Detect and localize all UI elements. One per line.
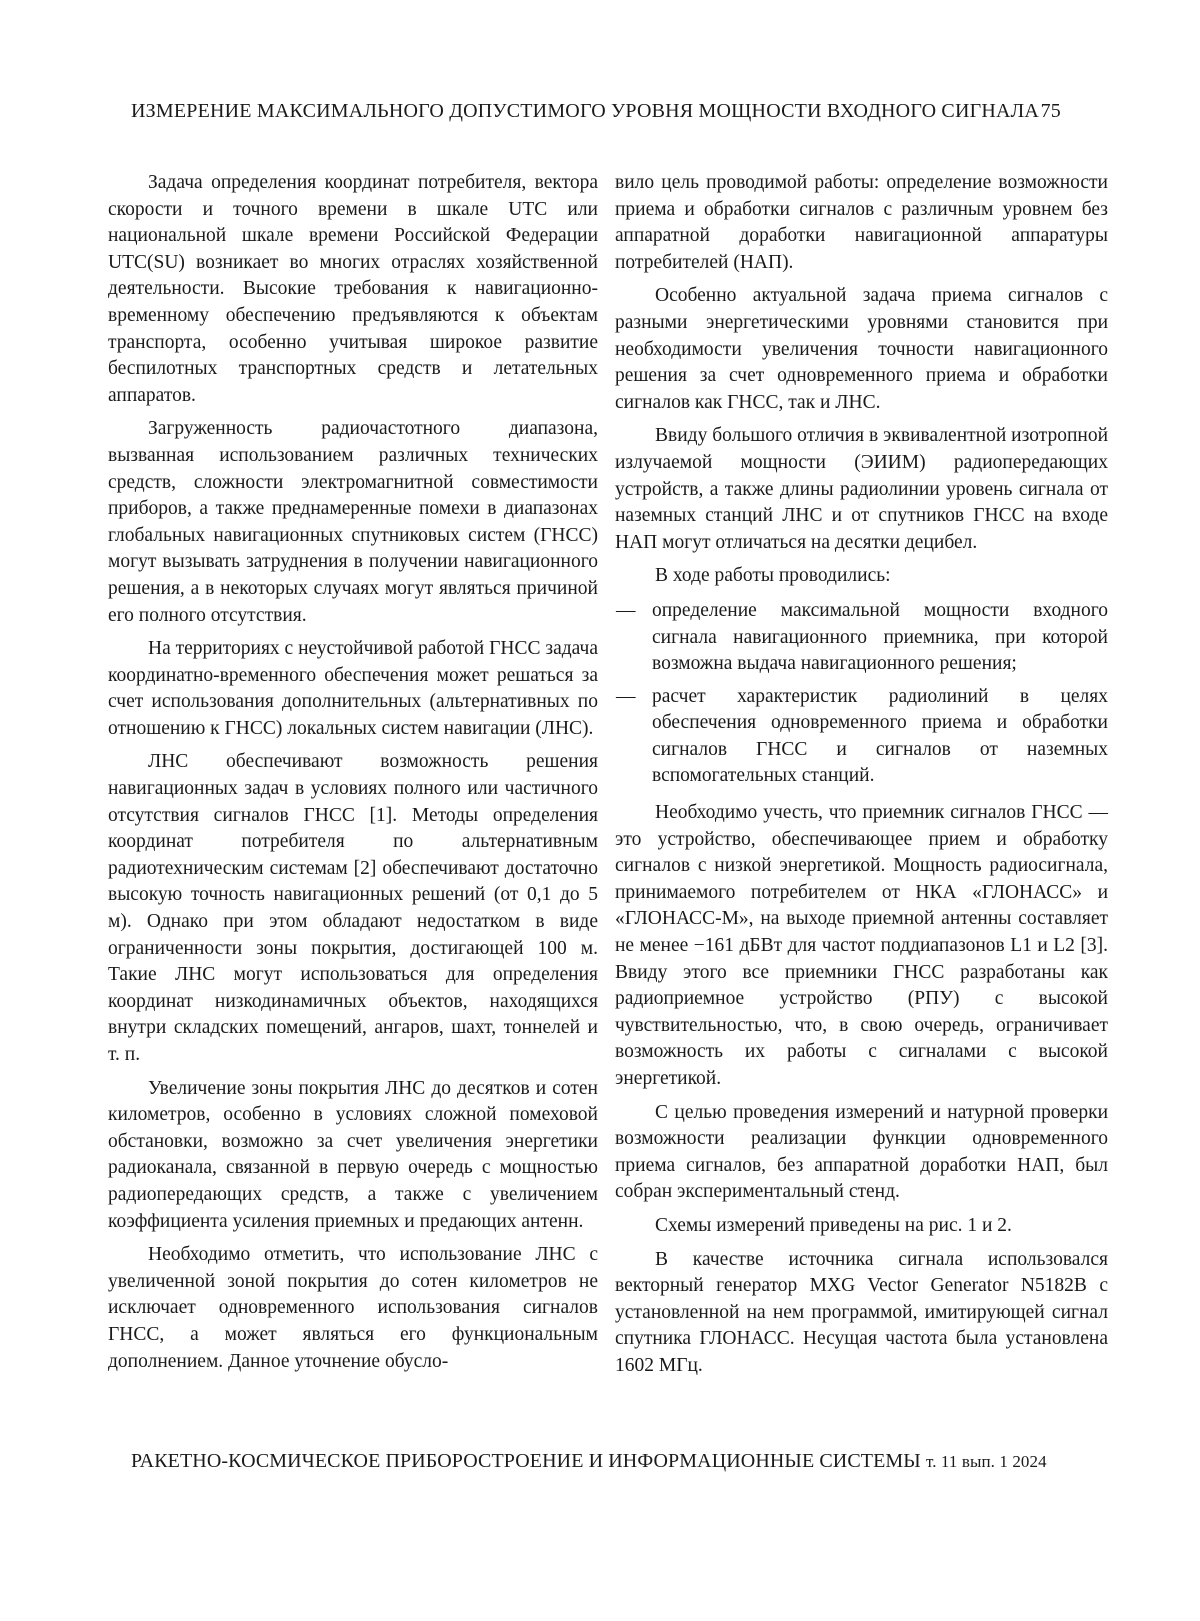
paragraph: Ввиду большого отличия в эквивалентной изотропной излучаемой мощности (ЭИИМ) радиопередающих устройств, а также длины радиолинии уровень сигнала от наземных станций ЛНС и от спутников ГНСС на входе НАП могут отличаться на десятки децибел. xyxy=(615,425,1108,553)
paragraph: Схемы измерений приведены на рис. 1 и 2. xyxy=(655,1214,1012,1236)
right-column xyxy=(615,170,1108,1387)
paragraph: Необходимо учесть, что приемник сигналов ГНСС — это устройство, обеспечивающее прием и обработку сигналов с низкой энергетикой. Мощность радиосигнала, принимаемого потребителем от НКА «ГЛОНАСС» и «ГЛОНАСС-М», на выходе приемной антенны составляет не менее −161 дБВт для частот поддиапазонов L1 и L2 [3]. Ввиду этого все приемники ГНСС разработаны как радиоприемное устройство (РПУ) с высокой чувствительностью, что, в свою очередь, ограничивает возможность их работы с сигналами с высокой энергетикой. xyxy=(615,802,1108,1089)
paragraph: Особенно актуальной задача приема сигналов с разными энергетическими уровнями становится при необходимости увеличения точности навигационного решения за счет одновременного приема и обработки сигналов как ГНСС, так и ЛНС. xyxy=(615,285,1108,413)
paragraph: Загруженность радиочастотного диапазона, вызванная использованием различных технических средств, сложности электромагнитной совместимости приборов, а также преднамеренные помехи в диапазонах глобальных навигационных спутниковых систем (ГНСС) могут вызывать затруднения в получении навигационного решения, а в некоторых случаях могут являться причиной его полного отсутствия. xyxy=(108,418,598,626)
page-number: 75 xyxy=(1040,100,1061,122)
paragraph: Увеличение зоны покрытия ЛНС до десятков и сотен километров, особенно в условиях сложной помеховой обстановки, возможно за счет увеличения энергетики радиоканала, связанной в первую очередь с мощностью радиопередающих средств, а также с увеличением коэффициента усиления приемных и предающих антенн. xyxy=(108,1077,598,1232)
running-head-title: ИЗМЕРЕНИЕ МАКСИМАЛЬНОГО ДОПУСТИМОГО УРОВНЯ МОЩНОСТИ ВХОДНОГО СИГНАЛА xyxy=(131,100,1040,122)
paragraph: В ходе работы проводились: xyxy=(655,565,891,587)
paragraph: С целью проведения измерений и натурной проверки возможности реализации функции одновременного приема сигналов, без аппаратной доработки НАП, был собран экспериментальный стенд. xyxy=(615,1101,1108,1203)
paragraph: Задача определения координат потребителя, вектора скорости и точного времени в шкале UTC или национальной шкале времени Российской Федерации UTC(SU) возникает во многих отраслях хозяйственной деятельности. Высокие требования к навигационно-временному обеспечению предъявляются к объектам транспорта, особенно учитывая широкое развитие беспилотных транспортных средств и летательных аппаратов. xyxy=(108,172,598,406)
paragraph: На территориях с неустойчивой работой ГНСС задача координатно-временного обеспечения может решаться за счет использования дополнительных (альтернативных по отношению к ГНСС) локальных систем навигации (ЛНС). xyxy=(108,638,598,739)
paragraph: Необходимо отметить, что использование ЛНС с увеличенной зоной покрытия до сотен километров не исключает одновременного использования сигналов ГНСС, а может являться его функциональным дополнением. Данное уточнение обусло- xyxy=(108,1244,598,1372)
journal-footer xyxy=(131,1450,1061,1473)
list-item: — определение максимальной мощности входного сигнала навигационного приемника, при которой возможна выдача навигационного решения; xyxy=(652,598,1108,678)
paragraph-continuation: вило цель проводимой работы: определение возможности приема и обработки сигналов с различным уровнем без аппаратной доработки навигационной аппаратуры потребителей (НАП). xyxy=(615,172,1108,273)
dash-list xyxy=(615,598,1108,790)
running-head xyxy=(131,100,1061,123)
journal-issue: т. 11 вып. 1 2024 xyxy=(925,1452,1047,1471)
paragraph: ЛНС обеспечивают возможность решения навигационных задач в условиях полного или частичного отсутствия сигналов ГНСС [1]. Методы определения координат потребителя по альтернативным радиотехническим системам [2] обеспечивают достаточно высокую точность навигационных решений (от 0,1 до 5 м). Однако при этом обладают недостатком в виде ограниченности зоны покрытия, достигающей 100 м. Такие ЛНС могут использоваться для определения координат низкодинамичных объектов, находящихся внутри складских помещений, ангаров, шахт, тоннелей и т. п. xyxy=(108,751,598,1065)
list-item: — расчет характеристик радиолиний в целях обеспечения одновременного приема и обработки сигналов ГНСС и сигналов от наземных вспомогательных станций. xyxy=(652,684,1108,790)
left-column xyxy=(108,170,598,1382)
paragraph: В качестве источника сигнала использовался векторный генератор MXG Vector Generator N5182B с установленной на нем программой, имитирующей сигнал спутника ГЛОНАСС. Несущая частота была установлена 1602 МГц. xyxy=(615,1248,1108,1376)
journal-title: РАКЕТНО-КОСМИЧЕСКОЕ ПРИБОРОСТРОЕНИЕ И ИНФОРМАЦИОННЫЕ СИСТЕМЫ xyxy=(131,1450,921,1472)
